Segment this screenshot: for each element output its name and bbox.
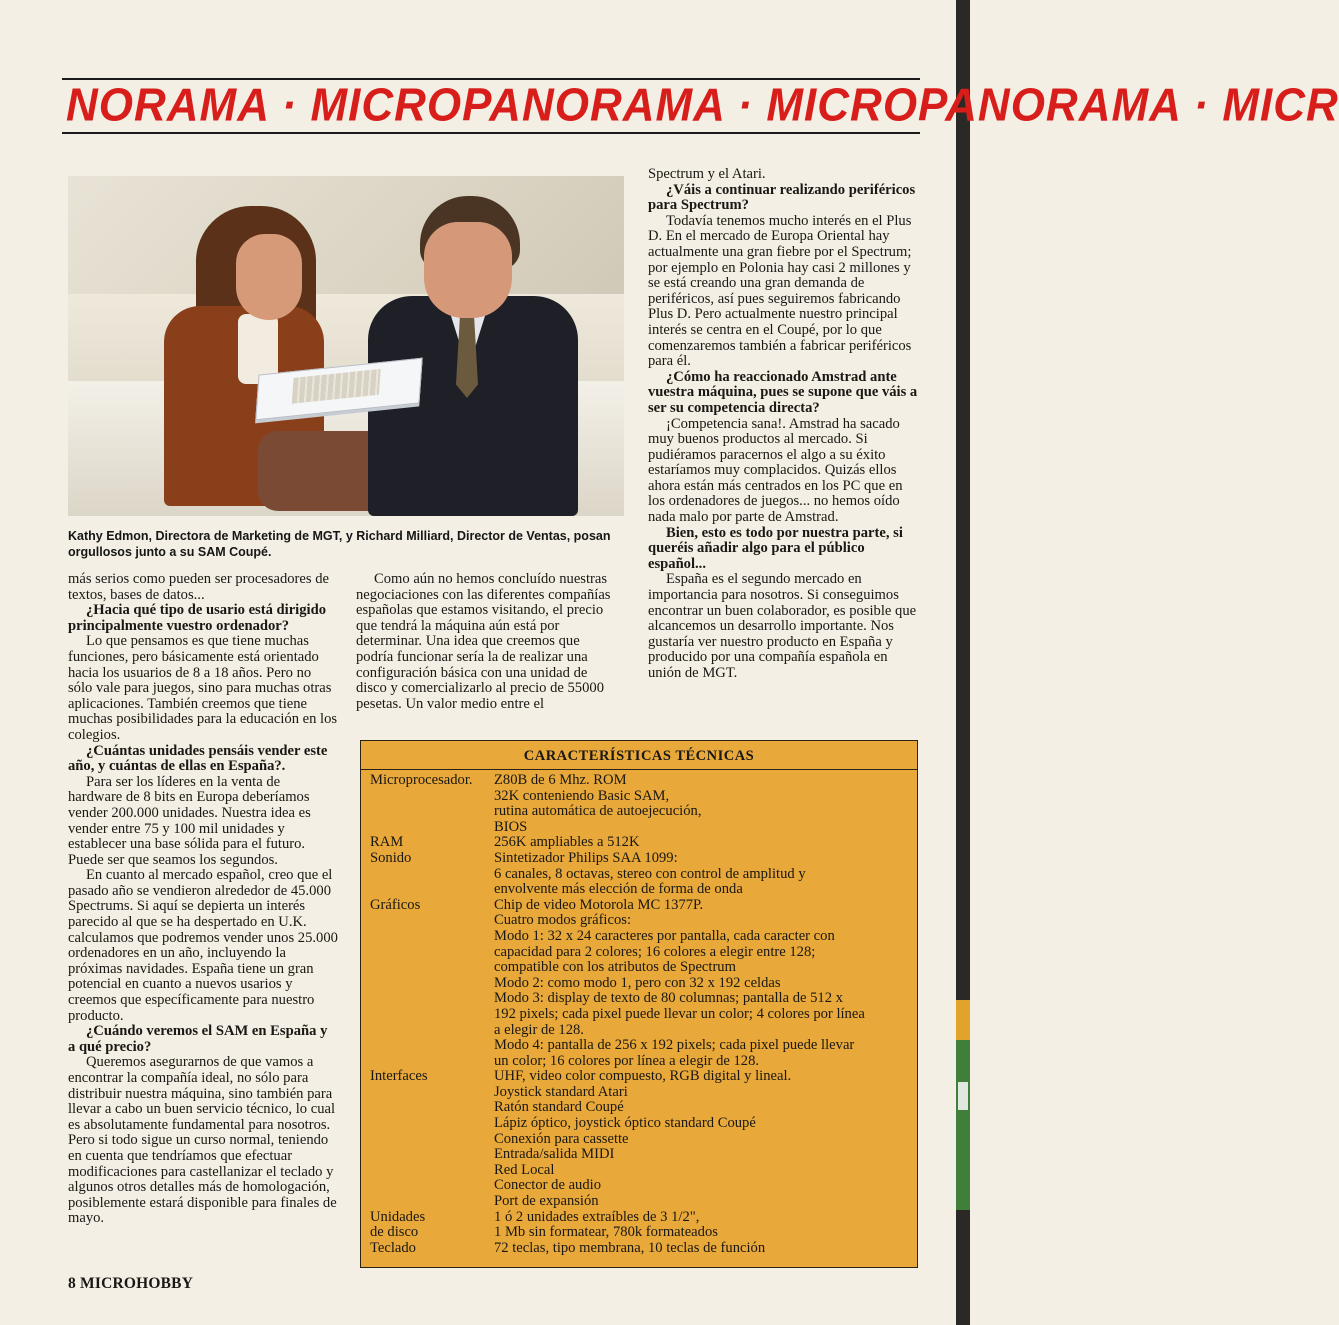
edge-tab-green	[956, 1040, 970, 1210]
interview-question: Bien, esto es todo por nuestra parte, si queréis añadir algo para el público español...	[648, 524, 903, 572]
interview-question: ¿Váis a continuar realizando periféricos para Spectrum?	[648, 181, 916, 214]
spec-label-line: Teclado	[370, 1239, 416, 1256]
article-paragraph: En cuanto al mercado español, creo que el pasado año se vendieron alrededor de 45.000 Spectrums. Si aquí se depierta un interés parecido al que se ha despertado en U.K. calculamos que podremos vender unos 25.000 ordenadores en un año, incluyendo la próximas navidades. España tiene un gran potencial en cuanto a nuevos usarios y creemos que específicamente para nuestro producto.	[68, 867, 338, 1024]
spec-values	[494, 1069, 917, 1209]
spec-values	[494, 1241, 917, 1257]
article-paragraph: España es el segundo mercado en importancia para nosotros. Si conseguimos encontrar un buen colaborador, es posible que alcancemos un desarrollo importante. Nos gustaría ver nuestro producto en España y producido por una compañía española en unión de MGT.	[648, 571, 917, 681]
spec-value-line: Sintetizador Philips SAA 1099:	[494, 849, 678, 866]
article-paragraph: Spectrum y el Atari.	[648, 166, 766, 182]
spec-values	[494, 773, 917, 835]
spec-value-line: Cuatro modos gráficos:	[494, 912, 631, 929]
spec-box	[360, 740, 918, 1268]
interview-photo	[68, 176, 624, 516]
spec-title: CARACTERÍSTICAS TÉCNICAS	[361, 741, 917, 770]
man-face	[424, 222, 512, 318]
interview-question: ¿Cuántas unidades pensáis vender este año, y cuántas de ellas en España?.	[68, 742, 328, 775]
article-paragraph: Como aún no hemos concluído nuestras negociaciones con las diferentes compañías españolas que estamos visitando, el precio que tendrá la máquina aún está por determinar. Una idea que creemos que podría funcionar sería la de realizar una configuración básica con una unidad de disco y comercializarlo al precio de 55000 pesetas. Un valor medio entre el	[356, 571, 611, 712]
spec-value-line: BIOS	[494, 818, 528, 835]
spec-value-line: Red Local	[494, 1161, 555, 1178]
spec-value-line: 192 pixels; cada pixel puede llevar un color; 4 colores por línea	[494, 1005, 865, 1022]
spec-value-line: compatible con los atributos de Spectrum	[494, 959, 736, 976]
spec-values	[494, 898, 917, 1070]
spec-value-line: 1 ó 2 unidades extraíbles de 3 1/2",	[494, 1208, 700, 1225]
spec-value-line: un color; 16 colores por línea a elegir de 128.	[494, 1052, 760, 1069]
article-column-2	[356, 572, 620, 712]
banner-title: NORAMA · MICROPANORAMA · MICROPANORAMA · MICR	[66, 79, 1339, 132]
spec-value-line: rutina automática de autoejecución,	[494, 803, 702, 820]
spec-label	[361, 1069, 494, 1209]
spec-label-line: Microprocesador.	[370, 772, 473, 788]
spec-label-line: RAM	[370, 834, 404, 851]
article-column-3	[648, 167, 918, 682]
spec-value-line: Modo 1: 32 x 24 caracteres por pantalla, cada caracter con	[494, 927, 835, 944]
article-paragraph: ¡Competencia sana!. Amstrad ha sacado muy buenos productos al mercado. Si pudiéramos paracernos el algo a su éxito estaríamos muy complacidos. Quizás ellos ahora están más centrados en los PC que en los ordenadores de juegos... no hemos oído nada malo por parte de Amstrad.	[648, 415, 903, 526]
spec-label-line: Sonido	[370, 849, 412, 866]
spec-values	[494, 1210, 917, 1241]
spec-value-line: 6 canales, 8 octavas, stereo con control de amplitud y	[494, 865, 806, 882]
spec-value-line: 256K ampliables a 512K	[494, 834, 640, 851]
spec-value-line: Entrada/salida MIDI	[494, 1146, 615, 1163]
spec-row	[361, 898, 917, 1070]
spec-value-line: envolvente más elección de forma de onda	[494, 881, 743, 898]
photo-caption: Kathy Edmon, Directora de Marketing de MGT, y Richard Milliard, Director de Ventas, posan orgullosos junto a su SAM Coupé.	[68, 529, 611, 559]
page-footer: 8 MICROHOBBY	[68, 1275, 194, 1292]
spec-row	[361, 835, 917, 851]
article-paragraph: Lo que pensamos es que tiene muchas funciones, pero básicamente está orientado hacia los usuarios de 8 a 18 años. Pero no sólo vale para juegos, sino para muchas otras aplicaciones. También creemos que tiene muchas posibilidades para la educación en los colegios.	[68, 633, 338, 743]
spec-label	[361, 835, 494, 851]
spec-value-line: UHF, video color compuesto, RGB digital y lineal.	[494, 1068, 792, 1085]
spec-label-line: Unidades	[370, 1208, 426, 1225]
section-banner	[62, 78, 1339, 134]
spec-value-line: a elegir de 128.	[494, 1021, 584, 1038]
spec-label	[361, 1210, 494, 1241]
spec-row	[361, 1210, 917, 1241]
edge-tab-white	[958, 1082, 968, 1110]
spec-label-line: Gráficos	[370, 896, 421, 913]
spec-label	[361, 1241, 494, 1257]
spec-value-line: Port de expansión	[494, 1193, 599, 1210]
spec-values	[494, 835, 917, 851]
article-paragraph: más serios como pueden ser procesadores de textos, bases de datos...	[68, 571, 329, 603]
article-paragraph: Todavía tenemos mucho interés en el Plus D. En el mercado de Europa Oriental hay actualmente una gran fiebre por el Spectrum; por ejemplo en Polonia hay casi 2 millones y se está creando una gran demanda de periféricos, así pues seguiremos fabricando Plus D. Pero actualmente nuestro principal interés se centra en el Coupé, por lo que comenzaremos también a fabricar periféricos para él.	[648, 212, 912, 370]
spec-value-line: Modo 4: pantalla de 256 x 192 pixels; cada pixel puede llevar	[494, 1037, 855, 1054]
spec-label	[361, 851, 494, 898]
spec-value-line: 72 teclas, tipo membrana, 10 teclas de función	[494, 1239, 766, 1256]
spec-value-line: Modo 2: como modo 1, pero con 32 x 192 celdas	[494, 974, 781, 991]
spec-value-line: Modo 3: display de texto de 80 columnas; pantalla de 512 x	[494, 990, 843, 1007]
spec-row	[361, 1069, 917, 1209]
spec-label	[361, 773, 494, 835]
article-paragraph: Queremos asegurarnos de que vamos a encontrar la compañía ideal, no sólo para distribuir nuestra máquina, sino también para llevar a cabo un buen servicio técnico, lo cual es absolutamente fundamental para nosotros. Pero si todo sigue un curso normal, teniendo en cuenta que tendríamos que efectuar modificaciones para castellanizar el teclado y algunos otros detalles más de homologación, posiblemente estará disponible para finales de mayo.	[68, 1054, 337, 1227]
spec-label	[361, 898, 494, 1070]
spec-value-line: Joystick standard Atari	[494, 1083, 628, 1100]
spec-value-line: 1 Mb sin formatear, 780k formateados	[494, 1224, 718, 1241]
spec-value-line: Conector de audio	[494, 1177, 601, 1194]
interview-question: ¿Cómo ha reaccionado Amstrad ante vuestra máquina, pues se supone que váis a ser su competencia directa?	[648, 368, 918, 416]
interview-question: ¿Hacia qué tipo de usario está dirigido principalmente vuestro ordenador?	[68, 602, 326, 634]
spec-value-line: capacidad para 2 colores; 16 colores a elegir entre 128;	[494, 943, 816, 960]
woman-face	[236, 234, 302, 320]
computer-keyboard	[292, 369, 381, 404]
spec-row	[361, 851, 917, 898]
spec-value-line: 32K conteniendo Basic SAM,	[494, 787, 670, 804]
spec-row	[361, 773, 917, 835]
spec-value-line: Conexión para cassette	[494, 1130, 629, 1147]
page-edge	[956, 0, 970, 1325]
interview-question: ¿Cuándo veremos el SAM en España y a qué precio?	[68, 1023, 328, 1055]
spec-value-line: Z80B de 6 Mhz. ROM	[494, 772, 627, 788]
spec-values	[494, 851, 917, 898]
spec-label-line: Interfaces	[370, 1068, 428, 1085]
spec-rows	[361, 773, 917, 1256]
spec-value-line: Chip de video Motorola MC 1377P.	[494, 896, 704, 913]
spec-label-line: de disco	[370, 1224, 419, 1241]
article-column-1	[68, 572, 338, 1227]
article-paragraph: Para ser los líderes en la venta de hardware de 8 bits en Europa deberíamos vender 200.000 unidades. Nuestra idea es vender entre 75 y 100 mil unidades y establecer una base sólida para el futuro. Puede ser que seamos los segundos.	[68, 773, 311, 868]
spec-value-line: Ratón standard Coupé	[494, 1099, 624, 1116]
spec-value-line: Lápiz óptico, joystick óptico standard Coupé	[494, 1115, 756, 1132]
spec-row	[361, 1241, 917, 1257]
